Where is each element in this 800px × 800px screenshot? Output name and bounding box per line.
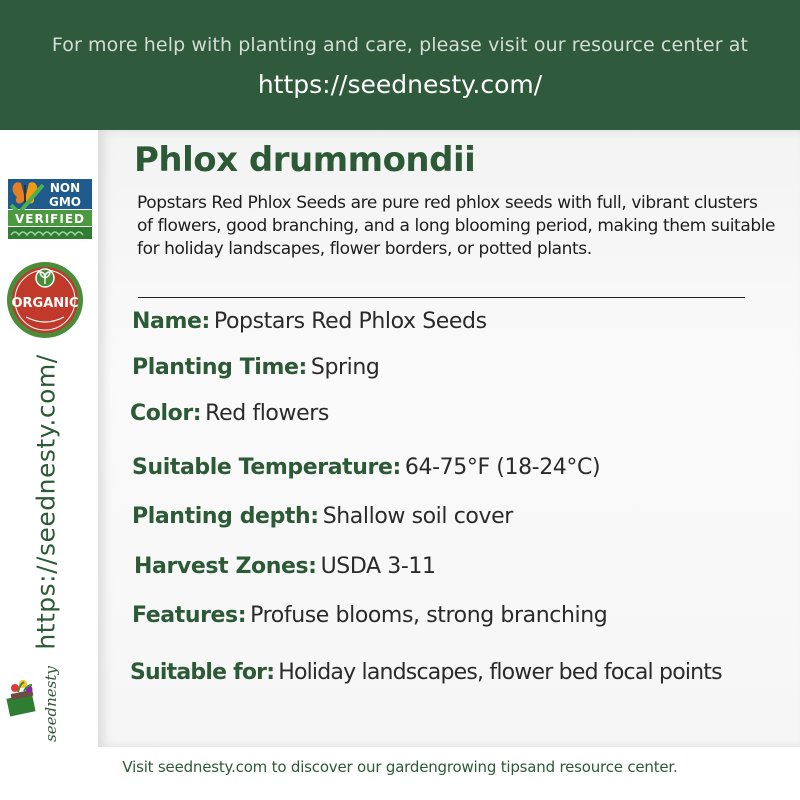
- spec-label: Planting depth:: [132, 504, 319, 529]
- spec-label: Suitable for:: [130, 660, 275, 685]
- spec-row-color: [130, 401, 329, 426]
- spec-row-suitable-temperature: [132, 455, 600, 480]
- spec-value: 64-75°F (18-24°C): [404, 455, 601, 480]
- header-url[interactable]: https://seednesty.com/: [257, 70, 543, 99]
- spec-value: Popstars Red Phlox Seeds: [213, 309, 487, 334]
- product-description: Popstars Red Phlox Seeds are pure red phlox seeds with full, vibrant clusters of flowers, good branching, and a long blooming period, making them suitable for holiday landscapes, flower borders, or potted plants.: [137, 193, 776, 259]
- spec-row-features: [132, 603, 607, 628]
- footer-text: Visit seednesty.com to discover our gardengrowing tipsand resource center.: [122, 758, 678, 776]
- non-gmo-badge-bottom-text: VERIFIED: [14, 212, 86, 226]
- spec-label: Color:: [130, 401, 202, 426]
- spec-label: Suitable Temperature:: [132, 455, 401, 480]
- spec-value: Holiday landscapes, flower bed focal points: [278, 660, 722, 685]
- header-help-text: For more help with planting and care, please visit our resource center at: [51, 34, 749, 56]
- spec-label: Planting Time:: [132, 355, 307, 380]
- vertical-website-url[interactable]: https://seednesty.com/: [31, 354, 61, 650]
- seednesty-logo-text: seednesty: [42, 666, 60, 742]
- spec-row-planting-time: [132, 355, 380, 380]
- spec-value: Spring: [310, 355, 380, 380]
- spec-value: Red flowers: [205, 401, 329, 426]
- organic-badge: [6, 261, 84, 339]
- non-gmo-verified-badge: [7, 177, 93, 241]
- seednesty-logo: [6, 664, 76, 744]
- spec-value: USDA 3-11: [320, 554, 436, 579]
- section-divider: [138, 297, 745, 298]
- plant-box-icon: [6, 680, 35, 717]
- non-gmo-badge-top-text: NON: [49, 181, 81, 195]
- spec-row-harvest-zones: [134, 554, 436, 579]
- spec-row-name: [132, 309, 487, 334]
- product-title: Phlox drummondii: [134, 140, 476, 180]
- spec-row-planting-depth: [132, 504, 513, 529]
- header-banner: [0, 0, 800, 130]
- non-gmo-badge-mid-text: GMO: [49, 195, 81, 209]
- spec-label: Harvest Zones:: [134, 554, 317, 579]
- spec-label: Features:: [132, 603, 247, 628]
- spec-label: Name:: [132, 309, 210, 334]
- spec-value: Shallow soil cover: [322, 504, 513, 529]
- spec-row-suitable-for: [130, 660, 722, 685]
- spec-value: Profuse blooms, strong branching: [250, 603, 608, 628]
- organic-badge-label: ORGANIC: [11, 296, 79, 311]
